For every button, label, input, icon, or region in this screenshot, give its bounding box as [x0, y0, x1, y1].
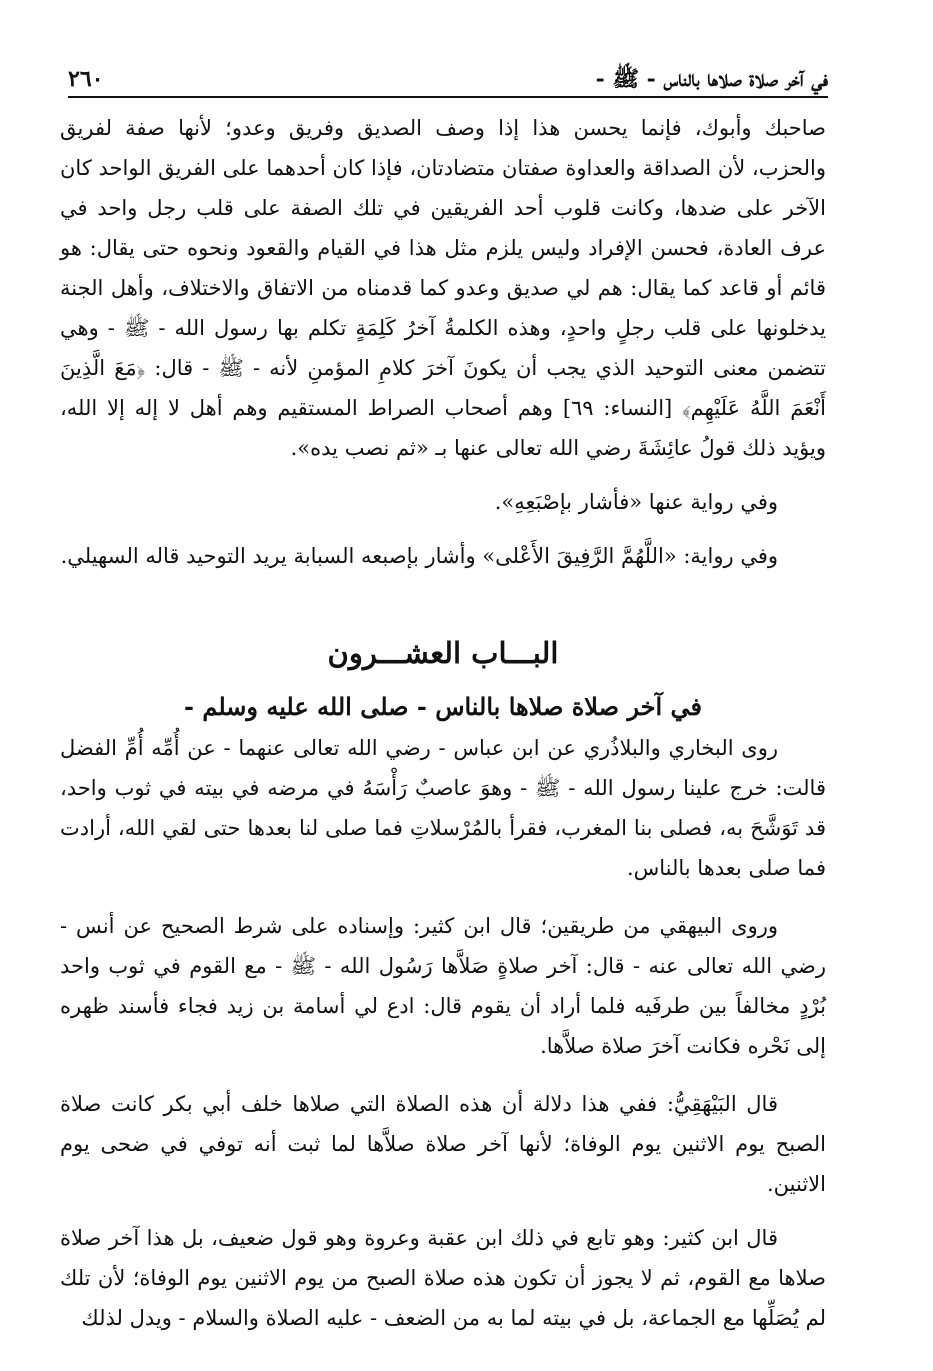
- page-number: ٢٦٠: [68, 65, 104, 92]
- header-rule: [68, 96, 828, 98]
- paragraph-commentary: قال ابن كثير: وهو تابع في ذلك ابن عقبة وعروة وهو قول ضعيف، بل هذا آخر صلاة صلاها مع القوم، ثم لا يجوز أن تكون هذه صلاة الصبح من يوم الاثنين يوم الوفاة؛ لأن تلك لم يُصَلِّها مع الجماعة، بل في بيته لما به من الضعف - عليه الصلاة والسلام - ويدل لذلك: [60, 1226, 826, 1330]
- running-header: [68, 56, 828, 92]
- paragraph-hadith: روى البخاري والبلاذُري عن ابن عباس - رضي الله تعالى عنهما - عن أُمِّه أُمِّ الفضل قالت: خرج علينا رسول الله - ﷺ - وهوَ عاصبٌ رَأْسَهُ في مرضه في بيته في ثوب واحد، قد تَوَشَّحَ به، فصلى بنا المغرب، فقرأ بالمُرْسلاتِ فما صلى لنا بعدها حتى لقي الله، أرادت فما صلى بعدها بالناس.: [60, 736, 826, 880]
- paragraph-continuation: صاحبك وأبوك، فإنما يحسن هذا إذا وصف الصديق وفريق وعدو؛ لأنها صفة لفريق والحزب، لأن الصداقة والعداوة صفتان متضادتان، فإذا كان أحدهما على الفريق الواحد كان الآخر على ضدها، وكانت قلوب أحد الفريقين في تلك الصفة على قلب رجل واحد في عرف العادة، فحسن الإفراد وليس يلزم مثل هذا في القيام والقعود ونحوه حتى يقال: هو قائم أو قاعد كما يقال: هم لي صديق وعدو كما قدمناه من الاتفاق والاختلاف، وأهل الجنة يدخلونها على قلب رجلٍ واحدٍ، وهذه الكلمةُ آخرُ كَلِمَةٍ تكلم بها رسول الله - ﷺ - وهي تتضمن معنى التوحيد الذي يجب أن يكونَ آخرَ كلامِ المؤمنِ لأنه - ﷺ - قال: ﴿مَعَ الَّذِينَ أَنْعَمَ اللَّهُ عَلَيْهِم﴾ [النساء: ٦٩] وهم أصحاب الصراط المستقيم وهم أهل لا إله إلا الله، ويؤيد ذلك قولُ عائِشَةَ رضي الله تعالى عنها بـ «ثم نصب يده».: [60, 116, 826, 460]
- chapter-title: البـــاب العشـــرون: [327, 636, 559, 670]
- paragraph-hadith: وروى البيهقي من طريقين؛ قال ابن كثير: وإسناده على شرط الصحيح عن أنس - رضي الله تعالى عنه - قال: آخر صلاةٍ صَلاَّها رَسُول الله - ﷺ - مع القوم في ثوب واحد بُرْدٍ مخالفاً بين طرفَيه فلما أراد أن يقوم قال: ادع لي أسامة بن زيد فجاء فأسند ظهره إلى نَحْره فكانت آخرَ صلاة صلاَّها.: [60, 914, 826, 1058]
- paragraph-narration: وفي رواية: «اللَّهُمَّ الرَّفِيقَ الأَعْلى» وأشار بإصبعه السبابة يريد التوحيد قاله السهيلي.: [60, 544, 778, 568]
- page-body: [60, 108, 826, 1338]
- chapter-subtitle: في آخر صلاة صلاها بالناس - صلى الله عليه وسلم -: [184, 692, 702, 721]
- running-title: في آخر صلاة صلاها بالناس - ﷺ -: [595, 65, 828, 92]
- paragraph-narration: وفي رواية عنها «فأشار بإصْبَعِهِ».: [494, 490, 778, 514]
- paragraph-commentary: قال البَيْهَقِيُّ: ففي هذا دلالة أن هذه الصلاة التي صلاها خلف أبي بكر كانت صلاة الصبح يوم الاثنين يوم الوفاة؛ لأنها آخر صلاة صلاَّها لما ثبت أنه توفي في ضحى يوم الاثنين.: [60, 1092, 826, 1196]
